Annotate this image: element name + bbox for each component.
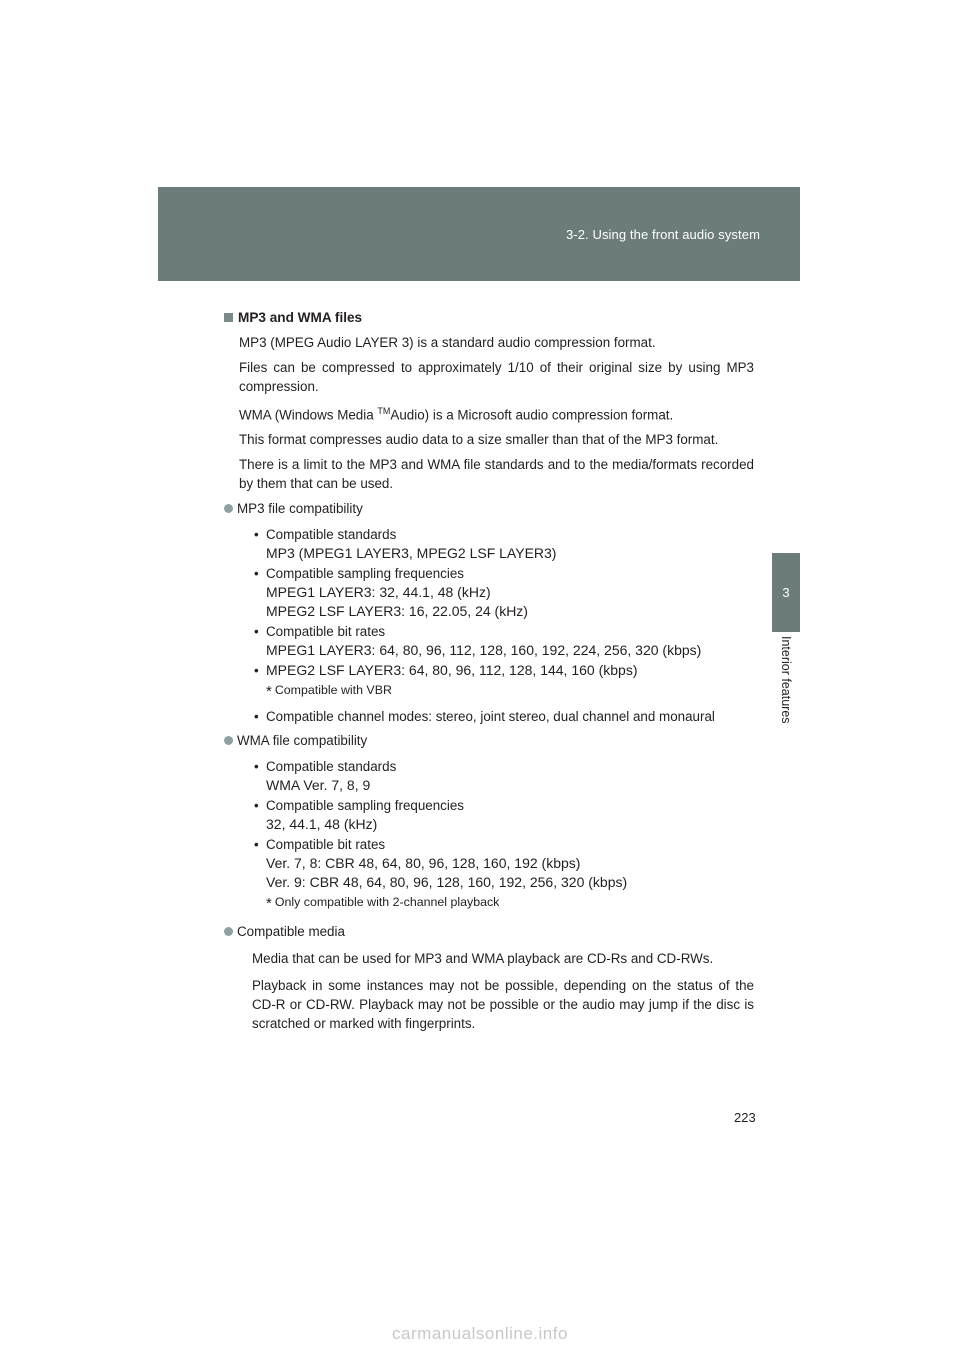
media-heading: Compatible media bbox=[224, 922, 754, 941]
chapter-label: Interior features bbox=[779, 636, 793, 724]
list-item: • Compatible channel modes: stereo, joint stereo, dual channel and monaural bbox=[254, 709, 715, 725]
list-item: • MPEG2 LSF LAYER3: 64, 80, 96, 112, 128, 144, 160 (kbps) * Compatible with VBR bbox=[254, 661, 754, 701]
intro-compression: Files can be compressed to approximately 1/10 of their original size by using MP3 compression. bbox=[239, 360, 754, 394]
wma-list bbox=[254, 757, 754, 913]
list-item: • Compatible bit rates Ver. 7, 8: CBR 48, 64, 80, 96, 128, 160, 192 (kbps) Ver. 9: CBR 48, 64, 80, 96, 128, 160, 192, 256, 320 (kbps) * Only compatible with 2-channel playback bbox=[254, 835, 754, 913]
vbr-note: * Compatible with VBR bbox=[266, 683, 392, 701]
square-bullet-icon bbox=[224, 313, 233, 322]
header-band bbox=[158, 187, 800, 281]
intro-wma: WMA (Windows Media ™Audio) is a Microsoft audio compression format. bbox=[239, 406, 674, 423]
media-para-1: Media that can be used for MP3 and WMA playback are CD-Rs and CD-RWs. bbox=[252, 951, 714, 967]
section-title: MP3 and WMA files bbox=[224, 308, 754, 327]
channel-note: * Only compatible with 2-channel playback bbox=[266, 895, 500, 913]
mp3-heading: MP3 file compatibility bbox=[224, 499, 754, 518]
chapter-label-wrapper bbox=[772, 636, 800, 756]
intro-mp3: MP3 (MPEG Audio LAYER 3) is a standard audio compression format. bbox=[239, 335, 656, 350]
list-item: • Compatible sampling frequencies MPEG1 LAYER3: 32, 44.1, 48 (kHz) MPEG2 LSF LAYER3: 16, 22.05, 24 (kHz) bbox=[254, 566, 528, 620]
section-header: 3-2. Using the front audio system bbox=[565, 227, 760, 242]
list-item: • Compatible bit rates MPEG1 LAYER3: 64, 80, 96, 112, 128, 160, 192, 224, 256, 320 (kbps) bbox=[254, 624, 702, 659]
intro-format: This format compresses audio data to a size smaller than that of the MP3 format. bbox=[239, 432, 719, 448]
intro-limit: There is a limit to the MP3 and WMA file standards and to the media/formats recorded by them that can be used. bbox=[239, 457, 754, 492]
circle-bullet-icon bbox=[224, 736, 233, 745]
circle-bullet-icon bbox=[224, 927, 233, 936]
watermark: carmanualsonline.info bbox=[392, 1324, 568, 1343]
list-item: • Compatible standards MP3 (MPEG1 LAYER3, MPEG2 LSF LAYER3) bbox=[254, 527, 557, 562]
circle-bullet-icon bbox=[224, 504, 233, 513]
mp3-list bbox=[254, 525, 754, 726]
trademark-mark: TM bbox=[377, 406, 391, 416]
wma-heading: WMA file compatibility bbox=[224, 731, 754, 750]
page-number: 223 bbox=[734, 1110, 756, 1125]
list-item: • Compatible sampling frequencies 32, 44.1, 48 (kHz) bbox=[254, 798, 464, 833]
media-para-2: Playback in some instances may not be possible, depending on the status of the CD-R or CD-RW. Playback may not be possible or the audio may jump if the disc is scratched or marked with fingerprints. bbox=[252, 978, 754, 1032]
chapter-number: 3 bbox=[782, 585, 790, 600]
list-item: • Compatible standards WMA Ver. 7, 8, 9 bbox=[254, 759, 397, 794]
page-content bbox=[224, 308, 754, 1039]
chapter-tab[interactable] bbox=[772, 553, 800, 632]
